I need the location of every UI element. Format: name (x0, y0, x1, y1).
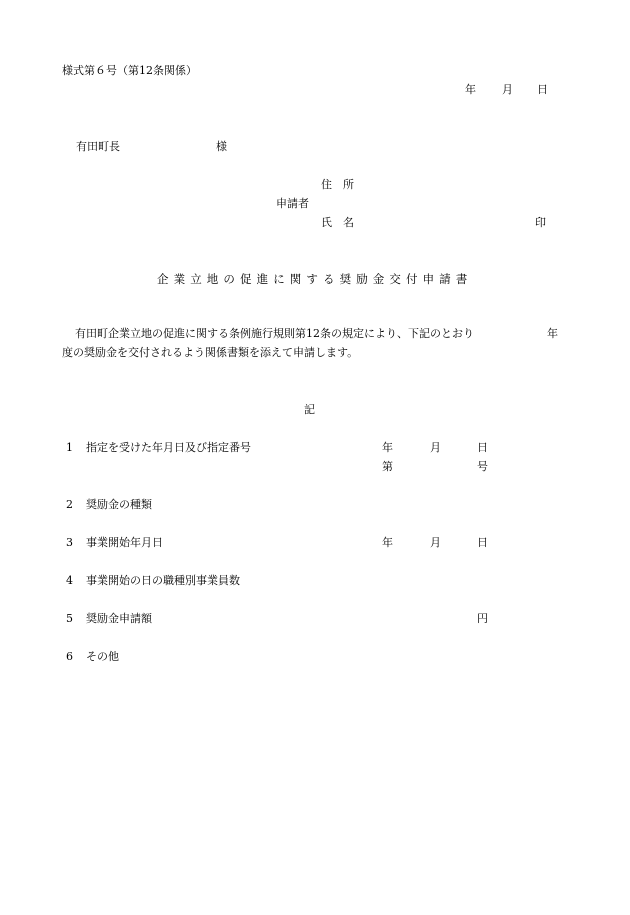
seal-mark: 印 (535, 216, 546, 229)
item-number: 1 (66, 441, 73, 454)
addressee-honorific: 様 (216, 140, 227, 153)
body-year-label: 年 (547, 327, 558, 340)
applicant-label: 申請者 (276, 197, 309, 210)
item3-month-label: 月 (430, 536, 441, 549)
item1-day-label: 日 (477, 441, 488, 454)
item-number: 6 (66, 650, 73, 663)
date-day-label: 日 (537, 83, 548, 96)
item-label: 指定を受けた年月日及び指定番号 (86, 441, 251, 454)
item-label: 奨励金の種類 (86, 498, 152, 511)
address-label: 住 所 (321, 178, 354, 191)
item-label: その他 (86, 650, 119, 663)
item-number: 2 (66, 498, 73, 511)
item1-dai-label: 第 (382, 460, 393, 473)
ki-heading: 記 (304, 403, 315, 416)
item1-go-label: 号 (477, 460, 488, 473)
item-number: 5 (66, 612, 73, 625)
item3-day-label: 日 (477, 536, 488, 549)
item1-year-label: 年 (382, 441, 393, 454)
item1-month-label: 月 (430, 441, 441, 454)
addressee-name: 有田町長 (76, 140, 120, 153)
item-label: 奨励金申請額 (86, 612, 152, 625)
item-number: 4 (66, 574, 73, 587)
body-line-2: 度の奨励金を交付されるよう関係書類を添えて申請します。 (62, 346, 359, 359)
item-label: 事業開始年月日 (86, 536, 163, 549)
item3-year-label: 年 (382, 536, 393, 549)
date-year-label: 年 (465, 83, 476, 96)
item-label: 事業開始の日の職種別事業員数 (86, 574, 240, 587)
date-month-label: 月 (502, 83, 513, 96)
item5-yen-label: 円 (477, 612, 488, 625)
name-label: 氏 名 (321, 216, 354, 229)
item-number: 3 (66, 536, 73, 549)
document-title: 企業立地の促進に関する奨励金交付申請書 (157, 272, 473, 286)
form-number: 様式第６号（第12条関係） (62, 64, 197, 77)
body-line-1: 有田町企業立地の促進に関する条例施行規則第12条の規定により、下記のとおり (75, 327, 474, 340)
